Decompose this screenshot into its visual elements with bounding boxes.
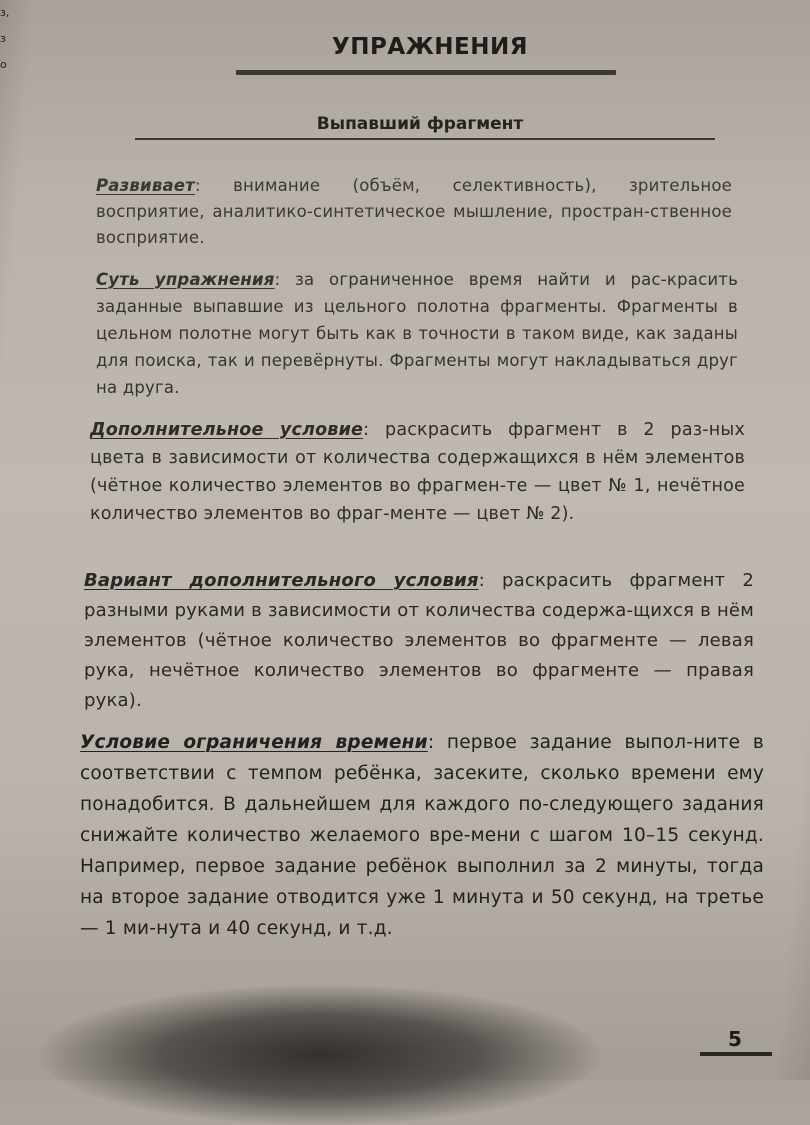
paragraph-lead: Суть упражнения <box>96 269 275 289</box>
exercise-title: Выпавший фрагмент <box>316 114 524 134</box>
page-number-rule <box>700 1052 772 1056</box>
page-number: 5 <box>728 1027 742 1051</box>
paragraph-text: : раскрасить фрагмент в 2 раз-ных цвета в зависимости от количества содержащихся в нём элементов (чётное количество элементов во фрагмен-те — цвет № 1, нечётное количество элементов во фраг-менте — цвет № 2). <box>90 419 746 524</box>
section-title: УПРАЖНЕНИЯ <box>332 34 528 60</box>
paragraph-condition-variant <box>84 566 754 716</box>
previous-page-edge <box>0 0 14 120</box>
margin-fragment: о <box>0 58 7 71</box>
paragraph-lead: Вариант дополнительного условия <box>84 570 479 591</box>
paragraph-lead: Развивает <box>96 175 195 195</box>
paragraph-develops <box>96 173 732 251</box>
exercise-title-rule <box>135 138 715 140</box>
margin-fragment: з <box>0 32 6 45</box>
margin-fragment: з, <box>0 6 10 19</box>
paragraph-lead: Условие ограничения времени <box>80 731 428 753</box>
paragraph-text: : раскрасить фрагмент 2 разными руками в зависимости от количества содержа-щихся в нём элементов (чётное количество элементов во фрагменте — левая рука, нечётное количество элементов во фрагменте — правая рука). <box>84 570 754 711</box>
section-title-underline <box>236 70 616 75</box>
paragraph-text: : за ограниченное время найти и рас-красить заданные выпавшие из цельного полотна фрагменты. Фрагменты в цельном полотне могут быть как в точности в таком виде, как заданы для поиска, так и перевёрнуты. Фрагменты могут накладываться друг на друга. <box>96 269 739 397</box>
paragraph-time-limit <box>80 727 764 944</box>
hand-shadow <box>40 985 600 1125</box>
paragraph-lead: Дополнительное условие <box>90 419 364 440</box>
paragraph-text: : внимание (объём, селективность), зрительное восприятие, аналитико-синтетическое мышление, простран-ственное восприятие. <box>96 175 732 247</box>
paragraph-additional-condition <box>90 416 745 528</box>
paragraph-essence <box>96 266 738 401</box>
paragraph-text: : первое задание выпол-ните в соответствии с темпом ребёнка, засеките, сколько времени ему понадобится. В дальнейшем для каждого по-следующего задания снижайте количество желаемого вре-мени с шагом 10–15 секунд. Например, первое задание ребёнок выполнил за 2 минуты, тогда на второе задание отводится уже 1 минута и 50 секунд, на третье — 1 ми-нута и 40 секунд, и т.д. <box>80 731 764 939</box>
